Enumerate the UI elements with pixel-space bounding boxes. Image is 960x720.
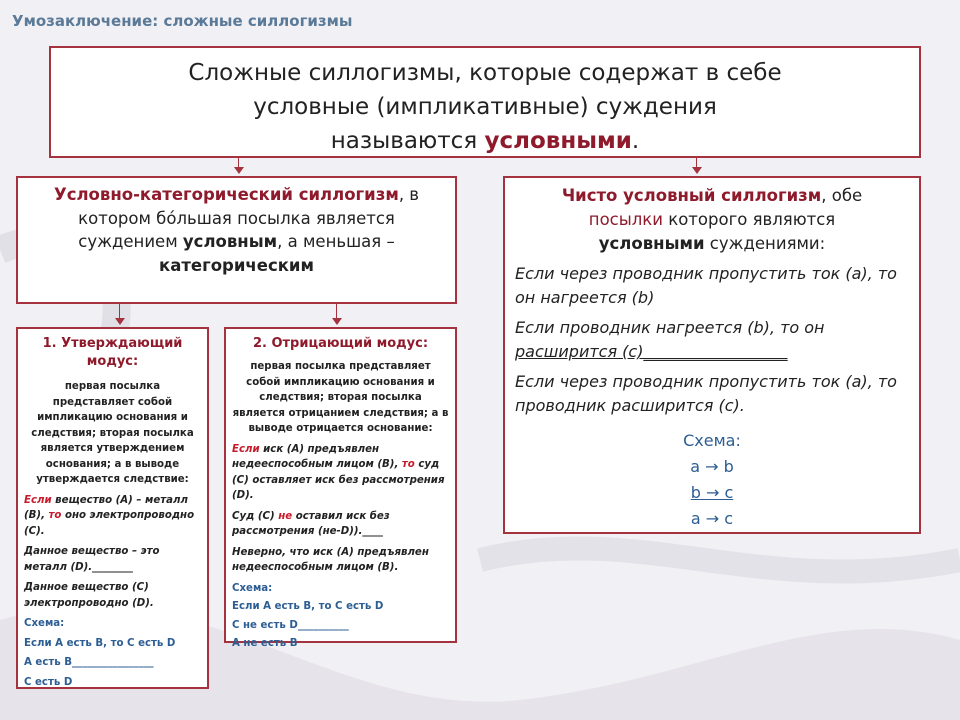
arrow-down-icon (115, 318, 125, 325)
modus-1-example-1 (24, 493, 201, 540)
modus-2-not: не (278, 510, 293, 522)
arrow-down-icon (332, 318, 342, 325)
modus-1-example-2: Данное вещество – это металл (D).________ (24, 546, 160, 573)
modus-1-then: то (48, 510, 62, 521)
modus-2-example-1 (232, 442, 449, 504)
modus-2-example-3: Неверно, что иск (А) предъявлен недееспособным лицом (В). (232, 546, 429, 573)
definition-prefix: называются (330, 128, 485, 154)
connector-modus-1 (119, 304, 120, 319)
modus-1-ex1-rest: вещество (А) – металл (В), (24, 494, 188, 521)
definition-line-3 (51, 124, 919, 158)
pure-conditional-heading (515, 184, 909, 256)
modus-2-schema-2: С не есть D__________ (232, 619, 349, 631)
cc-text-1: , в котором бóльшая посылка является суждением (78, 185, 420, 251)
modus-1-description: первая посылка представляет собой импликацию основания и следствия; вторая посылка является утверждением основания; а в выводе утверждается следствие: (31, 381, 194, 485)
modus-2-ex2b: оставил иск без рассмотрения (не-D)).____ (232, 510, 390, 537)
negative-modus-box (224, 327, 457, 649)
arrow-down-icon (692, 167, 702, 174)
page-title: Умозаключение: сложные силлогизмы (12, 12, 353, 30)
cc-text-2: , а меньшая – (277, 232, 395, 251)
modus-1-schema-3: С есть D (24, 676, 73, 688)
pc-term-conditional: условными (598, 234, 705, 253)
modus-2-schema-label: Схема: (232, 582, 273, 594)
definition-box (49, 46, 921, 158)
conditional-categorical-box (16, 176, 457, 304)
pc-premises: посылки (588, 210, 663, 229)
pure-conditional-box (503, 176, 921, 534)
pc-schema-label: Схема: (683, 431, 741, 450)
pc-schema (515, 428, 909, 532)
modus-1-schema-2: А есть В________________ (24, 657, 154, 668)
pc-example-2b: расширится (c)__________________ (515, 342, 788, 361)
modus-2-title: 2. Отрицающий модус: (252, 336, 429, 351)
cc-term-conditional: условным (182, 232, 278, 251)
pc-example-2a: Если проводник нагреется (b), то он (515, 318, 825, 337)
pc-example-3: Если через проводник пропустить ток (a), то проводник расширится (c). (515, 372, 897, 415)
modus-1-example-3: Данное вещество (С) электропроводно (D). (24, 582, 154, 609)
pc-text-2: которого являются (663, 210, 836, 229)
modus-1-schema-1: Если А есть В, то С есть D (24, 637, 176, 649)
modus-1-title: 1. Утверждающий модус: (42, 336, 183, 369)
connector-modus-2 (336, 304, 337, 319)
pc-schema-line-2: b → c (690, 483, 734, 502)
modus-2-description: первая посылка представляет собой импликацию основания и следствия; вторая посылка является отрицанием следствия; а в выводе отрицается основание: (232, 361, 449, 434)
modus-1-schema-label: Схема: (24, 618, 65, 629)
cc-term: Условно-категорический силлогизм (53, 185, 399, 204)
definition-term: условными (484, 128, 632, 154)
modus-2-ex1-rest: иск (А) предъявлен недееспособным лицом (В), (232, 443, 402, 470)
pc-schema-line-1: a → b (690, 457, 734, 476)
modus-2-ex2a: Суд (С) (232, 510, 279, 522)
pc-text-1: , обе (821, 186, 863, 205)
pc-text-3: суждениями: (704, 234, 826, 253)
modus-2-ex1-end: суд (С) оставляет иск без рассмотрения (D). (232, 459, 445, 501)
modus-2-then: то (401, 459, 415, 470)
pc-example-1: Если через проводник пропустить ток (a), то он нагреется (b) (515, 264, 897, 307)
pc-example-2 (515, 316, 909, 364)
modus-1-ex1-end: оно электропроводно (С). (24, 510, 195, 537)
modus-2-schema-1: Если А есть В, то С есть D (232, 601, 384, 612)
modus-2-example-2 (232, 509, 449, 540)
modus-2-schema-3: А не есть В (232, 638, 298, 649)
definition-line-1: Сложные силлогизмы, которые содержат в себе (188, 60, 782, 86)
definition-suffix: . (631, 128, 640, 154)
pc-schema-line-3: a → c (690, 509, 734, 528)
arrow-down-icon (234, 167, 244, 174)
affirmative-modus-box (16, 327, 209, 689)
cc-term-categorical: категорическим (159, 255, 314, 275)
pc-term: Чисто условный силлогизм (561, 186, 822, 205)
modus-2-if: Если (232, 443, 260, 455)
definition-line-2: условные (импликативные) суждения (253, 94, 717, 120)
modus-1-if: Если (24, 494, 52, 506)
